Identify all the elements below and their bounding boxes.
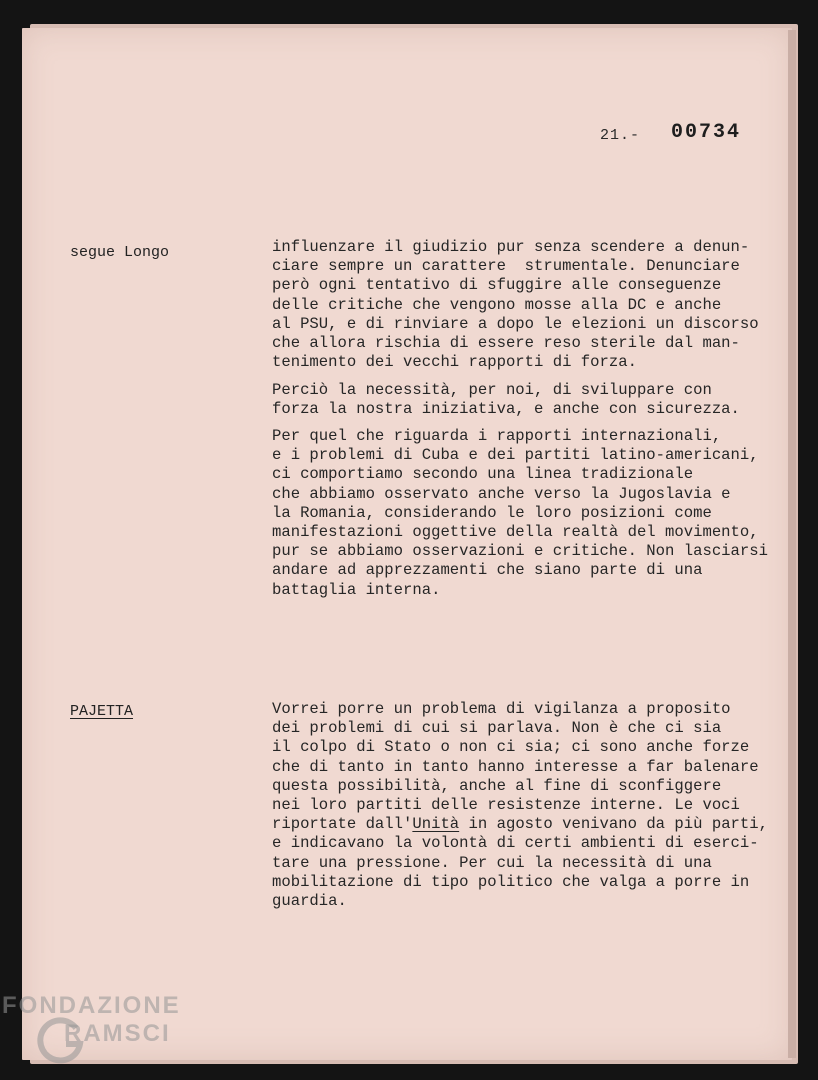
text-line: delle critiche che vengono mosse alla DC e anche — [272, 295, 722, 314]
text-line: mobilitazione di tipo politico che valga a porre in — [272, 872, 750, 891]
text-segment: riportate dall' — [272, 815, 413, 834]
text-line: Per quel che riguarda i rapporti internazionali, — [272, 427, 722, 445]
text-line: andare ad apprezzamenti che siano parte di una — [272, 561, 703, 580]
text-line: guardia. — [272, 892, 347, 911]
text-line: ciare sempre un carattere strumentale. Denunciare — [272, 257, 740, 276]
text-line: dei problemi di cui si parlava. Non è che ci sia — [272, 719, 722, 738]
text-line: tare una pressione. Per cui la necessità di una — [272, 853, 712, 872]
document-number: 00734 — [671, 121, 742, 144]
paragraph — [272, 427, 772, 600]
text-line: al PSU, e di rinviare a dopo le elezioni un discorso — [272, 314, 759, 333]
paragraph — [272, 381, 772, 419]
speaker-label — [70, 703, 133, 720]
paragraph — [272, 238, 772, 372]
text-line: Vorrei porre un problema di vigilanza a proposito — [272, 700, 731, 718]
text-line: nei loro partiti delle resistenze interne. Le voci — [272, 796, 740, 815]
text-line: ci comportiamo secondo una linea tradizionale — [272, 465, 694, 484]
text-line: che allora rischia di essere reso sterile dal man- — [272, 334, 740, 353]
text-line: però ogni tentativo di sfuggire alle conseguenze — [272, 276, 722, 295]
text-segment: in agosto venivano da più parti, — [459, 815, 768, 834]
watermark-line2: RAMSCI — [64, 1020, 171, 1047]
text-line: che abbiamo osservato anche verso la Jugoslavia e — [272, 484, 731, 503]
text-line: forza la nostra iniziativa, e anche con sicurezza. — [272, 400, 740, 419]
text-line: e i problemi di Cuba e dei partiti latino-americani, — [272, 446, 759, 465]
text-line: questa possibilità, anche al fine di sconfiggere — [272, 776, 722, 795]
text-line: pur se abbiamo osservazioni e critiche. Non lasciarsi — [272, 542, 768, 561]
text-line: Perciò la necessità, per noi, di sviluppare con — [272, 381, 712, 399]
text-line: influenzare il giudizio pur senza scendere a denun- — [272, 238, 750, 256]
watermark-line1: FONDAZIONE — [2, 992, 181, 1019]
page-edge — [788, 30, 796, 1058]
text-line: il colpo di Stato o non ci sia; ci sono anche forze — [272, 738, 750, 757]
speaker-label: segue Longo — [70, 244, 170, 261]
paragraph — [272, 700, 772, 911]
underlined-newspaper-name: Unità — [412, 815, 460, 834]
text-line: battaglia interna. — [272, 580, 441, 599]
text-line: la Romania, considerando le loro posizioni come — [272, 503, 712, 522]
text-line: che di tanto in tanto hanno interesse a far balenare — [272, 757, 759, 776]
speaker-name: PAJETTA — [70, 703, 134, 720]
text-line: manifestazioni oggettive della realtà del movimento, — [272, 523, 759, 542]
fondazione-gramsci-watermark — [2, 992, 202, 1072]
text-line — [272, 815, 772, 834]
text-line: tenimento dei vecchi rapporti di forza. — [272, 353, 637, 372]
page-number: 21.- — [600, 127, 641, 144]
text-line: e indicavano la volontà di certi ambienti di eserci- — [272, 834, 759, 853]
